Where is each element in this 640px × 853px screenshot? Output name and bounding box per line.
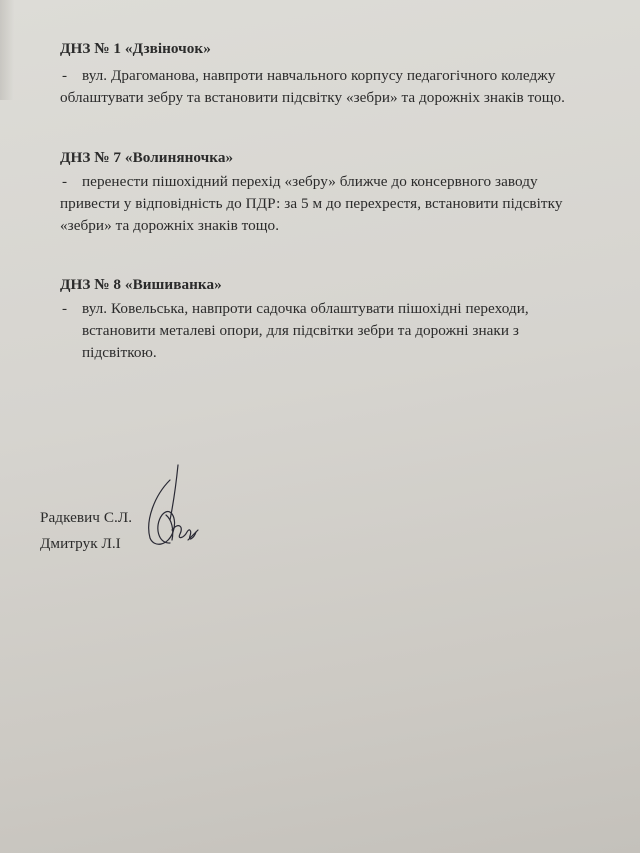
text-line: вул. Ковельська, навпроти садочка облаштувати пішохідні переходи,: [82, 300, 529, 317]
section-heading: ДНЗ № 7 «Волиняночка»: [60, 149, 234, 166]
text-line: перенести пішохідний перехід «зебру» ближче до консервного заводу: [82, 173, 538, 190]
text-line: облаштувати зебру та встановити підсвітку «зебри» та дорожніх знаків тощо.: [60, 89, 565, 106]
bullet-dash: -: [62, 67, 68, 84]
section-heading: ДНЗ № 1 «Дзвіночок»: [60, 40, 211, 57]
bullet-dash: -: [62, 173, 68, 190]
text-line: вул. Драгоманова, навпроти навчального корпусу педагогічного коледжу: [82, 67, 556, 84]
text-line: підсвіткою.: [82, 344, 157, 361]
text-line: привести у відповідність до ПДР: за 5 м до перехрестя, встановити підсвітку: [60, 195, 563, 212]
handwritten-signature: [140, 460, 210, 555]
text-line: «зебри» та дорожніх знаків тощо.: [60, 217, 280, 234]
section-heading: ДНЗ № 8 «Вишиванка»: [60, 276, 222, 293]
bullet-dash: -: [62, 300, 68, 317]
signatory-name: Дмитрук Л.І: [40, 535, 121, 552]
text-line: встановити металеві опори, для підсвітки зебри та дорожні знаки з: [82, 322, 519, 339]
signatory-name: Радкевич С.Л.: [40, 509, 133, 526]
page-fold-shadow: [0, 0, 14, 100]
